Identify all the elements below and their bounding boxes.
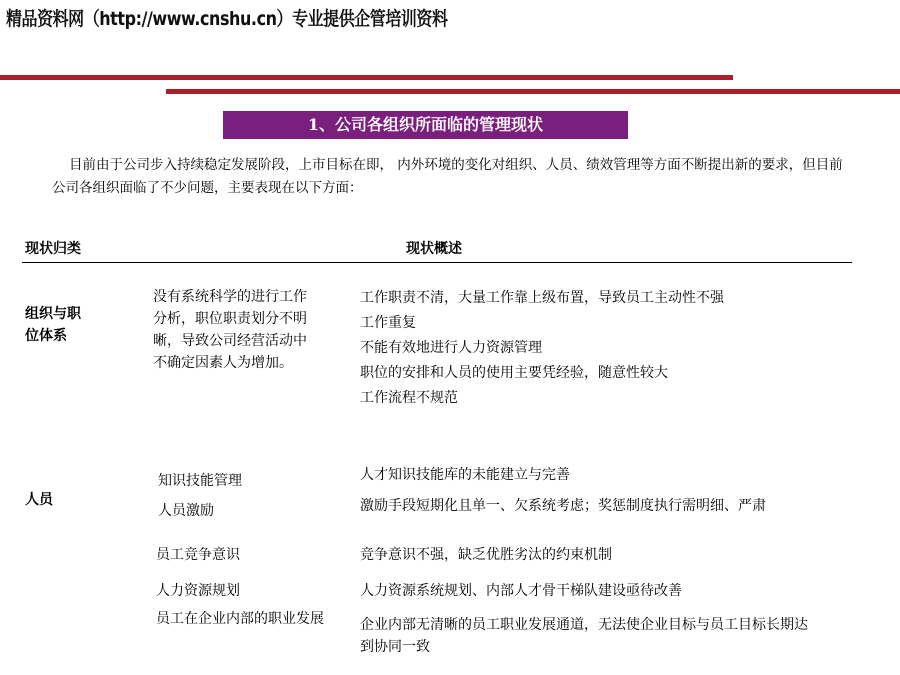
personnel-item-label: 员工竞争意识 bbox=[156, 547, 240, 563]
organization-analysis: 没有系统科学的进行工作分析，职位职责划分不明晰，导致公司经营活动中不确定因素人为增加。 bbox=[153, 289, 307, 371]
personnel-item-label: 人力资源规划 bbox=[156, 583, 240, 599]
column-header-overview: 现状概述 bbox=[406, 241, 462, 257]
list-item: 工作职责不清，大量工作靠上级布置，导致员工主动性不强 bbox=[360, 290, 724, 306]
personnel-item-desc: 人才知识技能库的未能建立与完善 bbox=[360, 467, 570, 483]
header-divider bbox=[22, 262, 852, 263]
category-personnel: 人员 bbox=[25, 492, 53, 508]
site-header: 精品资料网（http://www.cnshu.cn）专业提供企管培训资料 bbox=[6, 8, 448, 30]
personnel-item-desc: 激励手段短期化且单一、欠系统考虑；奖惩制度执行需明细、严肃 bbox=[360, 498, 766, 514]
personnel-item-label: 人员激励 bbox=[158, 503, 214, 519]
list-item: 工作流程不规范 bbox=[360, 390, 458, 406]
column-header-category: 现状归类 bbox=[25, 241, 81, 257]
organization-points bbox=[360, 286, 724, 411]
slide-title: 1、公司各组织所面临的管理现状 bbox=[223, 111, 628, 139]
personnel-item-label: 知识技能管理 bbox=[158, 473, 242, 489]
top-rule bbox=[0, 75, 733, 80]
list-item: 职位的安排和人员的使用主要凭经验，随意性较大 bbox=[360, 365, 668, 381]
list-item: 工作重复 bbox=[360, 315, 416, 331]
personnel-item-desc: 竞争意识不强，缺乏优胜劣汰的约束机制 bbox=[360, 547, 612, 563]
second-rule bbox=[166, 89, 900, 94]
intro-paragraph: 目前由于公司步入持续稳定发展阶段，上市目标在即， 内外环境的变化对组织、人员、绩效管理等方面不断提出新的要求，但目前公司各组织面临了不少问题，主要表现在以下方面： bbox=[52, 157, 843, 196]
list-item: 不能有效地进行人力资源管理 bbox=[360, 340, 542, 356]
category-organization: 组织与职位体系 bbox=[25, 306, 81, 344]
personnel-item-desc: 人力资源系统规划、内部人才骨干梯队建设亟待改善 bbox=[360, 583, 682, 599]
personnel-item-label: 员工在企业内部的职业发展 bbox=[156, 611, 324, 627]
personnel-item-desc: 企业内部无清晰的员工职业发展通道，无法使企业目标与员工目标长期达到协同一致 bbox=[360, 617, 808, 655]
